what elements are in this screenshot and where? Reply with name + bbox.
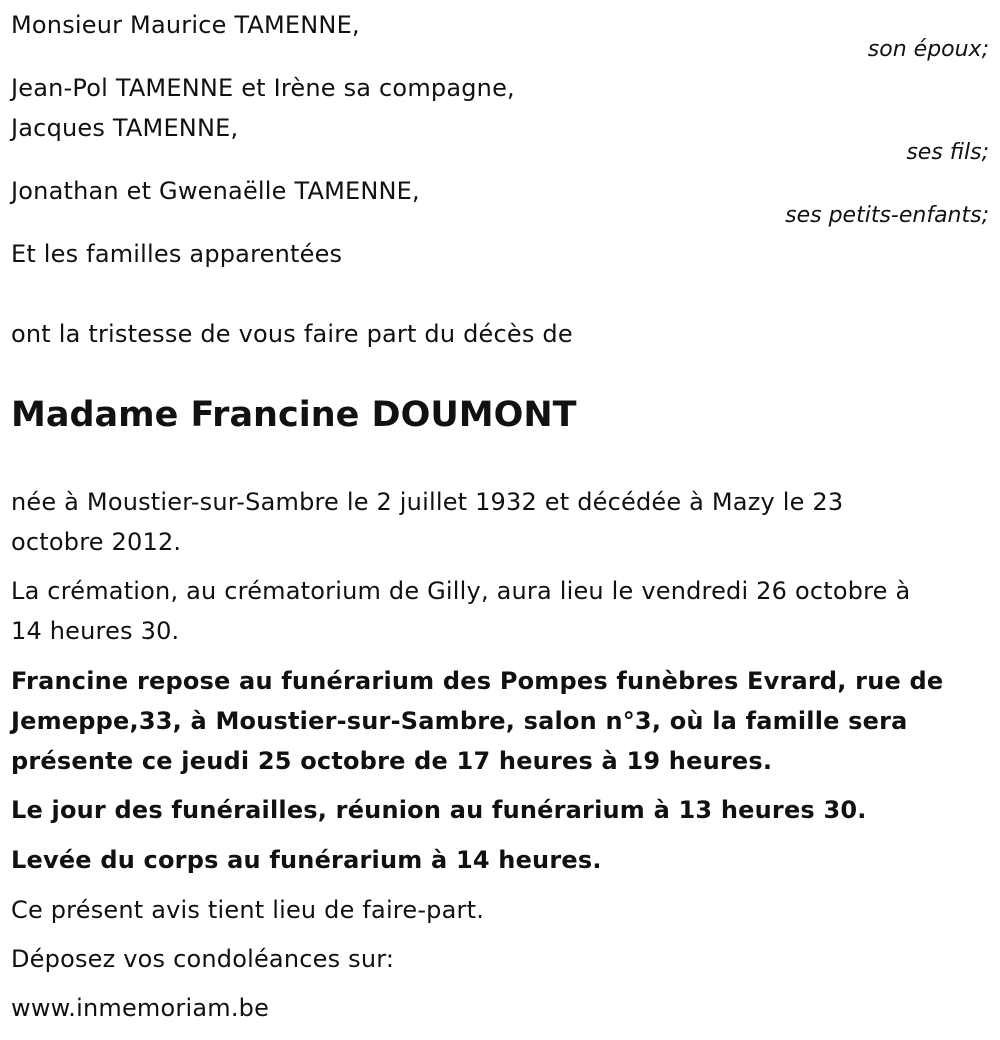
- birth-death-line-1: née à Moustier-sur-Sambre le 2 juillet 1932 et décédée à Mazy le 23: [11, 488, 844, 516]
- grandchildren-role: ses petits-enfants;: [785, 203, 989, 228]
- cremation-line-1: La crémation, au crématorium de Gilly, aura lieu le vendredi 26 octobre à: [11, 577, 911, 605]
- birth-death-line-2: octobre 2012.: [11, 528, 182, 556]
- son-2-name: Jacques TAMENNE,: [11, 114, 239, 142]
- funeral-day-line: Le jour des funérailles, réunion au funérarium à 13 heures 30.: [11, 796, 867, 824]
- notice-line: Ce présent avis tient lieu de faire-part.: [11, 896, 485, 924]
- son-1-name: Jean-Pol TAMENNE et Irène sa compagne,: [11, 74, 515, 102]
- announcement-intro: ont la tristesse de vous faire part du décès de: [11, 320, 573, 348]
- repose-line-3: présente ce jeudi 25 octobre de 17 heures à 19 heures.: [11, 747, 773, 775]
- website-link[interactable]: www.inmemoriam.be: [11, 994, 270, 1022]
- spouse-name: Monsieur Maurice TAMENNE,: [11, 11, 360, 39]
- repose-line-1: Francine repose au funérarium des Pompes funèbres Evrard, rue de: [11, 667, 944, 695]
- repose-line-2: Jemeppe,33, à Moustier-sur-Sambre, salon n°3, où la famille sera: [11, 707, 908, 735]
- condolences-label: Déposez vos condoléances sur:: [11, 945, 395, 973]
- sons-role: ses fils;: [906, 140, 989, 165]
- grandchildren-name: Jonathan et Gwenaëlle TAMENNE,: [11, 177, 420, 205]
- spouse-role: son époux;: [867, 37, 989, 62]
- relatives-line: Et les familles apparentées: [11, 240, 343, 268]
- cremation-line-2: 14 heures 30.: [11, 617, 180, 645]
- body-lift-line: Levée du corps au funérarium à 14 heures.: [11, 846, 602, 874]
- deceased-name: Madame Francine DOUMONT: [11, 395, 577, 435]
